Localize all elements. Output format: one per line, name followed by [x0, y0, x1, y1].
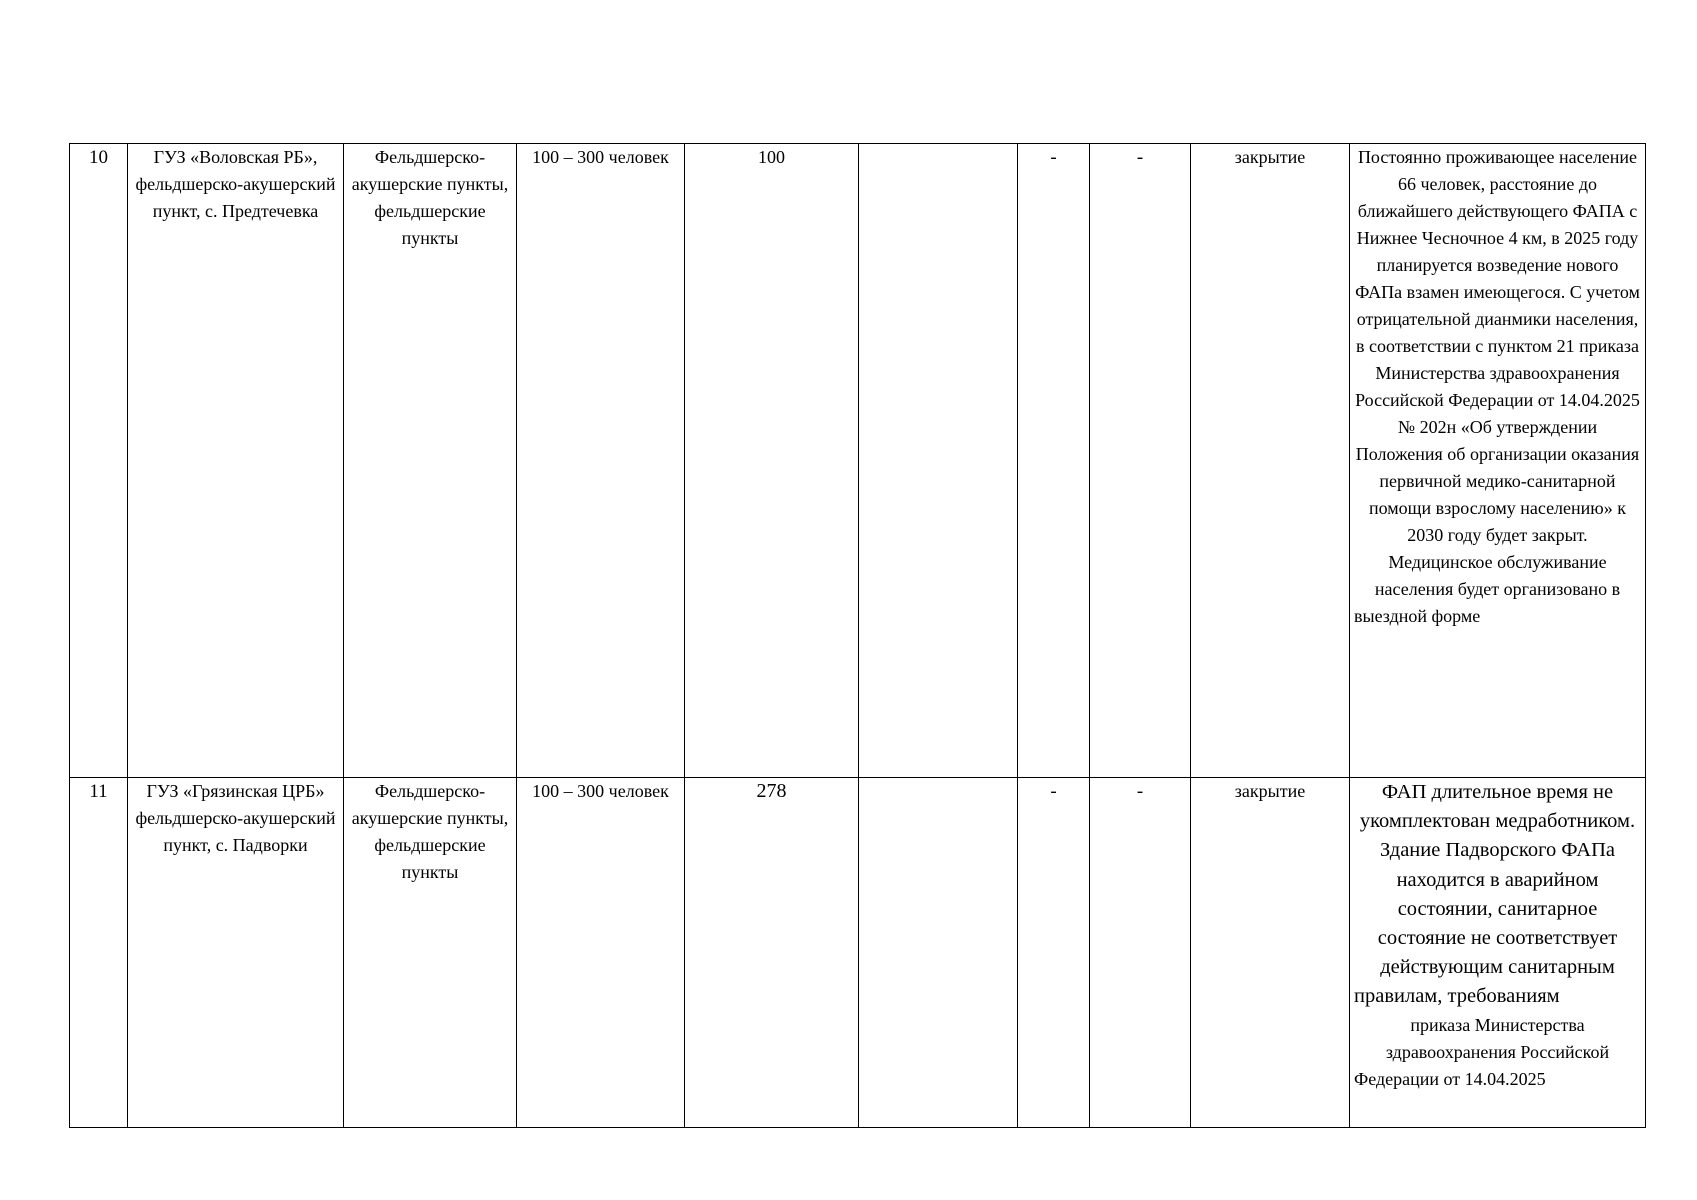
dash-cell: -	[1090, 144, 1191, 778]
table-row	[70, 778, 1646, 1128]
dash-cell: -	[1090, 778, 1191, 1128]
note-cell	[1350, 778, 1646, 1128]
empty-cell	[859, 144, 1018, 778]
row-number-cell: 11	[70, 778, 128, 1128]
organization-cell: ГУЗ «Воловская РБ», фельдшерско-акушерский пункт, с. Предтечевка	[128, 144, 344, 778]
note-text-part1: ФАП длительное время не укомплектован медработником. Здание Падворского ФАПа находится в аварийном состоянии, санитарное состояние не соответствует действующим санитарным правилам, требованиям	[1354, 781, 1636, 1008]
row-number-cell: 10	[70, 144, 128, 778]
note-text: Постоянно проживающее население 66 человек, расстояние до ближайшего действующего ФАПА с Нижнее Чесночное 4 км, в 2025 году планируется возведение нового ФАПа взамен имеющегося. С учетом отрицательной дианмики населения, в соответствии с пунктом 21 приказа Министерства здравоохранения Российской Федерации от 14.04.2025 № 202н «Об утверждении Положения об организации оказания первичной медико-санитарной помощи взрослому населению» к 2030 году будет закрыт. Медицинское обслуживание населения будет организовано в выездной форме	[1354, 147, 1640, 626]
population-cell: 278	[685, 778, 859, 1128]
dash-cell: -	[1018, 144, 1090, 778]
action-cell: закрытие	[1191, 144, 1350, 778]
action-cell: закрытие	[1191, 778, 1350, 1128]
empty-cell	[859, 778, 1018, 1128]
population-range-cell: 100 – 300 человек	[517, 144, 685, 778]
table-row	[70, 144, 1646, 778]
population-range-cell: 100 – 300 человек	[517, 778, 685, 1128]
document-table	[69, 143, 1646, 1128]
population-cell: 100	[685, 144, 859, 778]
facility-type-cell: Фельдшерско-акушерские пункты, фельдшерские пункты	[344, 778, 517, 1128]
note-cell	[1350, 144, 1646, 778]
dash-cell: -	[1018, 778, 1090, 1128]
organization-cell: ГУЗ «Грязинская ЦРБ» фельдшерско-акушерский пункт, с. Падворки	[128, 778, 344, 1128]
note-text-part2: приказа Министерства здравоохранения Российской Федерации от 14.04.2025	[1354, 1014, 1610, 1089]
facility-type-cell: Фельдшерско-акушерские пункты, фельдшерские пункты	[344, 144, 517, 778]
